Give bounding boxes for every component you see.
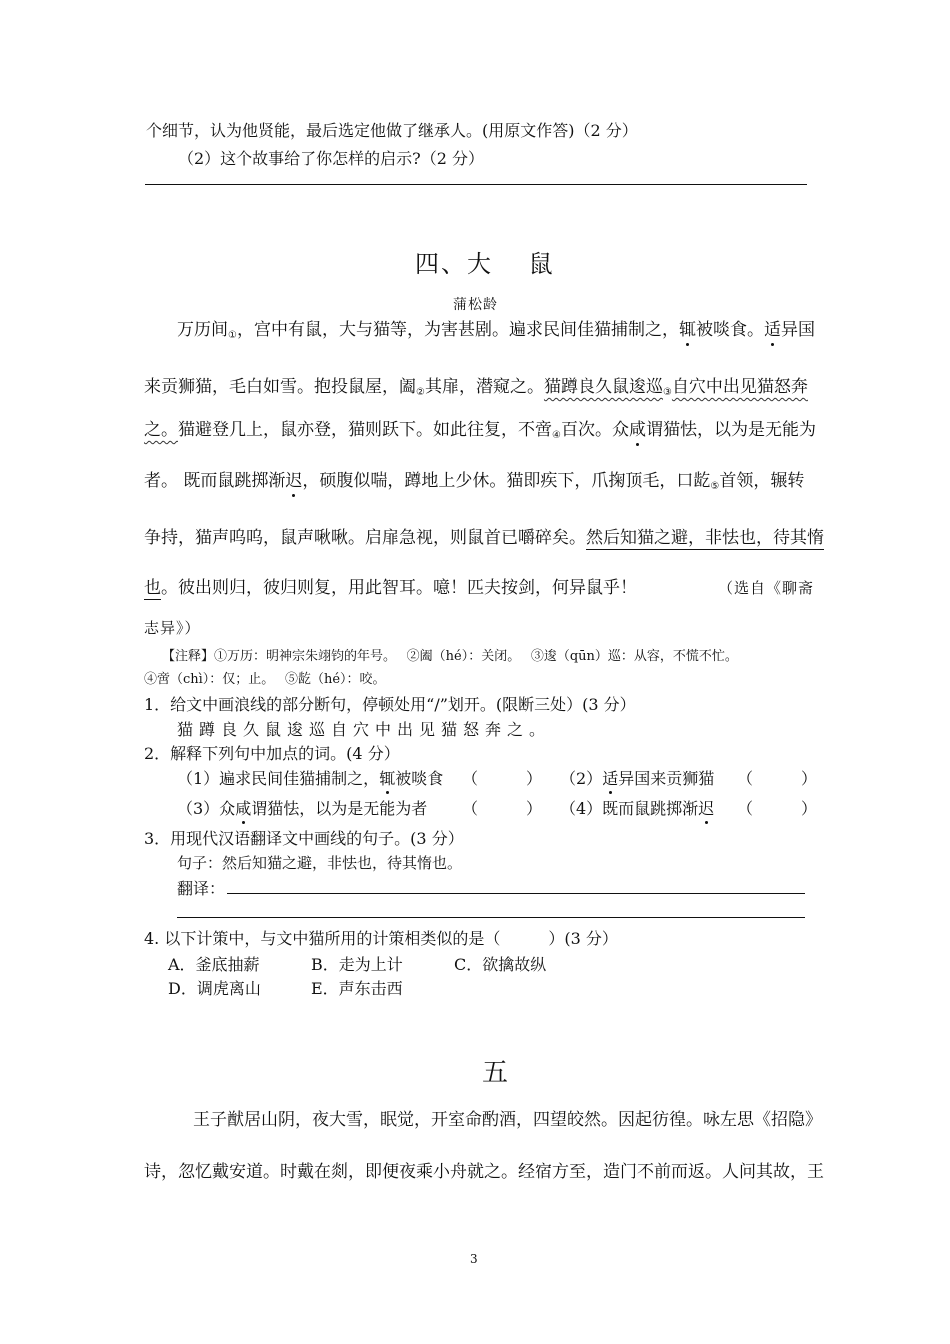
q2-answer-4[interactable]: （ ） — [737, 799, 818, 818]
text: 者。 既而鼠跳掷渐 — [144, 471, 286, 491]
page-number: 3 — [470, 1252, 478, 1266]
text: 被啖食 — [395, 769, 444, 788]
q2-item-3 — [177, 796, 427, 819]
text: 争持，猫声呜呜，鼠声啾啾。启扉急视，则鼠首已嚼碎矣。 — [144, 528, 586, 548]
passage-line-2 — [144, 375, 808, 405]
q2-answer-1[interactable]: （ ） — [462, 769, 543, 788]
prev-question-line: 个细节，认为他贤能，最后选定他做了继承人。(用原文作答)（2 分） — [146, 121, 638, 140]
text: 万历间 — [177, 320, 228, 340]
text: ，硕腹似喘，蹲地上少休。猫即疾下，爪掬顶毛，口龁 — [302, 471, 711, 491]
question-1: 1．给文中画浪线的部分断句，停顿处用“/”划开。(限断三处）(3 分） — [144, 695, 636, 714]
note-marker: ① — [228, 330, 237, 341]
passage-line-6 — [144, 576, 637, 600]
translation-label: 翻译： — [177, 879, 226, 898]
dotted-word: 迟 — [285, 471, 303, 491]
question-3: 3．用现代汉语翻译文中画线的句子。(3 分） — [144, 829, 464, 848]
text: 异国 — [780, 320, 815, 340]
passage-line-4 — [144, 469, 804, 499]
question-4: 4. 以下计策中，与文中猫所用的计策相类似的是（ ）(3 分） — [144, 929, 618, 948]
text: ，宫中有鼠，大与猫等，为害甚剧。遍求民间佳猫捕制之， — [236, 320, 679, 340]
section5-title: 五 — [482, 1058, 509, 1088]
question-2: 2．解释下列句中加点的词。(4 分） — [144, 744, 400, 763]
text: （4）既而鼠跳掷渐 — [560, 799, 699, 818]
source-note-end: 志异》） — [144, 619, 201, 637]
text: 被啖食。 — [695, 320, 764, 340]
note-marker: ⑤ — [710, 481, 720, 492]
section5-line-2: 诗，忽忆戴安道。时戴在剡，即便夜乘小舟就之。经宿方至，造门不前而返。人问其故，王 — [144, 1162, 824, 1182]
option-a[interactable]: A．釜底抽薪 — [168, 955, 260, 974]
wavy-underlined-text: 猫蹲良久鼠逡巡 — [543, 377, 663, 397]
dotted-word: 适 — [763, 320, 781, 340]
q2-answer-2[interactable]: （ ） — [737, 769, 818, 788]
q2-item-1 — [177, 766, 443, 789]
translation-line-2[interactable] — [177, 917, 805, 918]
prev-question-2: （2）这个故事给了你怎样的启示?（2 分） — [178, 149, 485, 168]
passage-line-3 — [144, 418, 816, 448]
option-e[interactable]: E．声东击西 — [311, 979, 403, 998]
answer-line — [145, 184, 807, 185]
option-d[interactable]: D．调虎离山 — [168, 979, 261, 998]
dotted-word: 辄 — [678, 320, 696, 340]
question-3-sentence: 句子：然后知猫之避，非怯也，待其惰也。 — [177, 854, 463, 872]
text: 首领，辗转 — [719, 471, 805, 491]
underlined-sentence: 也 — [144, 578, 161, 598]
section5-line-1: 王子猷居山阴，夜大雪，眠觉，开室命酌酒，四望皎然。因起彷徨。咏左思《招隐》 — [193, 1110, 822, 1130]
option-c[interactable]: C．欲擒故纵 — [454, 955, 547, 974]
text: 其扉，潜窥之。 — [424, 377, 544, 397]
note-marker: ④ — [552, 430, 561, 441]
annotation-line-1: 【注释】①万历：明神宗朱翊钧的年号。 ②阖（hé）：关闭。 ③逡（qūn）巡：从容，不慌不忙。 — [162, 649, 738, 664]
text: （1）遍求民间佳猫捕制之， — [177, 769, 380, 788]
wavy-underlined-text: 自穴中出见猫怒奔 — [671, 377, 808, 397]
text: 。彼出则归，彼归则复，用此智耳。噫！匹夫按剑，何异鼠乎！ — [161, 578, 637, 598]
text: 谓猫怯，以为是无能为者 — [251, 799, 428, 818]
q2-answer-3[interactable]: （ ） — [462, 799, 543, 818]
dotted-word: 适 — [602, 769, 619, 788]
dotted-word: 咸 — [235, 799, 252, 818]
option-b[interactable]: B．走为上计 — [311, 955, 403, 974]
text: 来贡狮猫，毛白如雪。抱投鼠屋，阖 — [144, 377, 416, 397]
note-marker: ② — [416, 387, 425, 398]
note-marker: ③ — [662, 387, 672, 398]
author: 蒲松龄 — [453, 297, 498, 313]
text: 猫避登几上，鼠亦登，猫则跃下。如此往复，不啻 — [178, 420, 552, 440]
wavy-underlined-text: 之。 — [144, 420, 178, 440]
dotted-word: 迟 — [698, 799, 715, 818]
q2-item-4 — [560, 796, 714, 819]
q2-item-2 — [560, 766, 714, 789]
dotted-word: 辄 — [379, 769, 396, 788]
text: 异国来贡狮猫 — [618, 769, 715, 788]
source-note: （选自《聊斋 — [718, 579, 815, 597]
passage-line-1 — [177, 318, 815, 348]
passage-line-5 — [144, 526, 824, 550]
dotted-word: 咸 — [628, 420, 646, 440]
annotation-line-2: ④啻（chì）：仅；止。 ⑤龁（hé）：咬。 — [144, 672, 386, 687]
question-1-text: 猫蹲良久鼠逡巡自穴中出见猫怒奔之。 — [177, 720, 552, 739]
text: 百次。众 — [560, 420, 629, 440]
section4-title: 四、大 鼠 — [415, 250, 555, 278]
translation-line-1[interactable] — [227, 893, 805, 894]
text: （2） — [560, 769, 603, 788]
underlined-sentence: 然后知猫之避，非怯也，待其惰 — [586, 528, 824, 548]
text: （3）众 — [177, 799, 236, 818]
text: 谓猫怯，以为是无能为 — [645, 420, 816, 440]
